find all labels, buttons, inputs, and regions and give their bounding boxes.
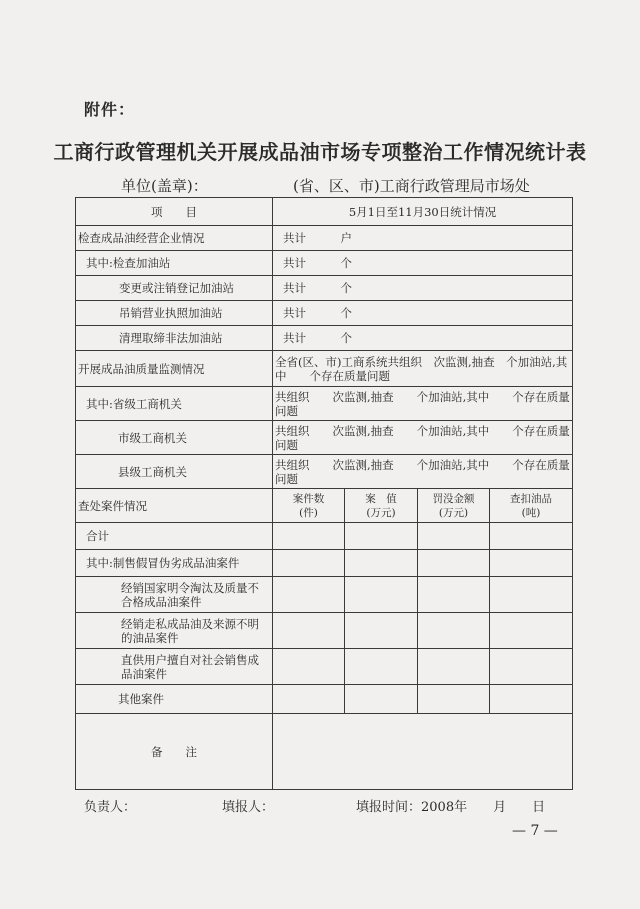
case-cell	[345, 577, 418, 613]
inspection-label: 检查成品油经营企业情况	[76, 226, 273, 251]
case-cell	[345, 523, 418, 550]
case-label: 其中:制售假冒伪劣成品油案件	[76, 550, 273, 577]
case-cell	[345, 550, 418, 577]
case-cell	[490, 550, 573, 577]
case-cell	[273, 523, 345, 550]
inspection-subrow	[76, 276, 573, 301]
statistics-table	[75, 197, 573, 790]
monitoring-sub-value: 共组织 次监测,抽查 个加油站,其中 个存在质量问题	[273, 421, 573, 455]
unit-seal-label: 单位(盖章)：	[121, 177, 208, 195]
inspection-sub-value: 共计 个	[273, 326, 573, 351]
case-cell	[345, 613, 418, 649]
attachment-label: 附件：	[84, 100, 136, 119]
page-number: — 7 —	[512, 823, 558, 839]
inspection-sub-label: 变更或注销登记加油站	[76, 276, 273, 301]
filler-label: 填报人：	[222, 800, 275, 815]
case-label: 经销国家明令淘汰及质量不合格成品油案件	[76, 577, 273, 613]
monitoring-sub-label: 县级工商机关	[76, 455, 273, 489]
remarks-label: 备 注	[76, 714, 273, 790]
case-label: 其他案件	[76, 685, 273, 714]
case-row	[76, 613, 573, 649]
item-column-header: 项 目	[76, 198, 273, 226]
monitoring-value: 全省(区、市)工商系统共组织 次监测,抽查 个加油站,其中 个存在质量问题	[273, 351, 573, 387]
cases-header-row	[76, 489, 573, 523]
case-cell	[418, 523, 490, 550]
inspection-sub-label: 其中:检查加油站	[76, 251, 273, 276]
case-cell	[273, 649, 345, 685]
case-cell	[418, 649, 490, 685]
inspection-value: 共计 户	[273, 226, 573, 251]
monitoring-sub-value: 共组织 次监测,抽查 个加油站,其中 个存在质量问题	[273, 387, 573, 421]
inspection-sub-value: 共计 个	[273, 301, 573, 326]
monitoring-row	[76, 351, 573, 387]
responsible-person-label: 负责人：	[84, 800, 137, 815]
remarks-row	[76, 714, 573, 790]
case-cell	[273, 613, 345, 649]
case-label: 直供用户擅自对社会销售成品油案件	[76, 649, 273, 685]
inspection-row	[76, 226, 573, 251]
document-title: 工商行政管理机关开展成品油市场专项整治工作情况统计表	[53, 140, 587, 164]
case-row	[76, 685, 573, 714]
case-cell	[345, 649, 418, 685]
inspection-subrow	[76, 301, 573, 326]
monitoring-sub-value: 共组织 次监测,抽查 个加油站,其中 个存在质量问题	[273, 455, 573, 489]
case-cell	[273, 550, 345, 577]
remarks-value	[273, 714, 573, 790]
case-row	[76, 649, 573, 685]
case-cell	[273, 577, 345, 613]
inspection-sub-label: 吊销营业执照加油站	[76, 301, 273, 326]
case-label: 合计	[76, 523, 273, 550]
monitoring-subrow	[76, 387, 573, 421]
case-cell	[273, 685, 345, 714]
inspection-sub-value: 共计 个	[273, 276, 573, 301]
header-row	[76, 198, 573, 226]
monitoring-sub-label: 市级工商机关	[76, 421, 273, 455]
case-cell	[418, 685, 490, 714]
case-label: 经销走私成品油及来源不明的油品案件	[76, 613, 273, 649]
case-cell	[490, 613, 573, 649]
case-cell	[490, 649, 573, 685]
unit-department: (省、区、市)工商行政管理局市场处	[293, 177, 530, 195]
inspection-sub-label: 清理取缔非法加油站	[76, 326, 273, 351]
period-column-header: 5月1日至11月30日统计情况	[273, 198, 573, 226]
seized-oil-header: 查扣油品 (吨)	[490, 489, 573, 523]
case-row	[76, 523, 573, 550]
inspection-subrow	[76, 251, 573, 276]
fine-amount-header: 罚没金额 (万元)	[418, 489, 490, 523]
case-cell	[490, 523, 573, 550]
cases-label: 查处案件情况	[76, 489, 273, 523]
case-row	[76, 577, 573, 613]
monitoring-label: 开展成品油质量监测情况	[76, 351, 273, 387]
case-count-header: 案件数 (件)	[273, 489, 345, 523]
case-cell	[490, 577, 573, 613]
monitoring-subrow	[76, 421, 573, 455]
fill-date-label: 填报时间：2008年 月 日	[356, 800, 546, 815]
case-cell	[418, 577, 490, 613]
case-value-header: 案 值 (万元)	[345, 489, 418, 523]
case-cell	[418, 550, 490, 577]
monitoring-sub-label: 其中:省级工商机关	[76, 387, 273, 421]
case-cell	[418, 613, 490, 649]
inspection-sub-value: 共计 个	[273, 251, 573, 276]
case-cell	[490, 685, 573, 714]
monitoring-subrow	[76, 455, 573, 489]
inspection-subrow	[76, 326, 573, 351]
case-row	[76, 550, 573, 577]
case-cell	[345, 685, 418, 714]
